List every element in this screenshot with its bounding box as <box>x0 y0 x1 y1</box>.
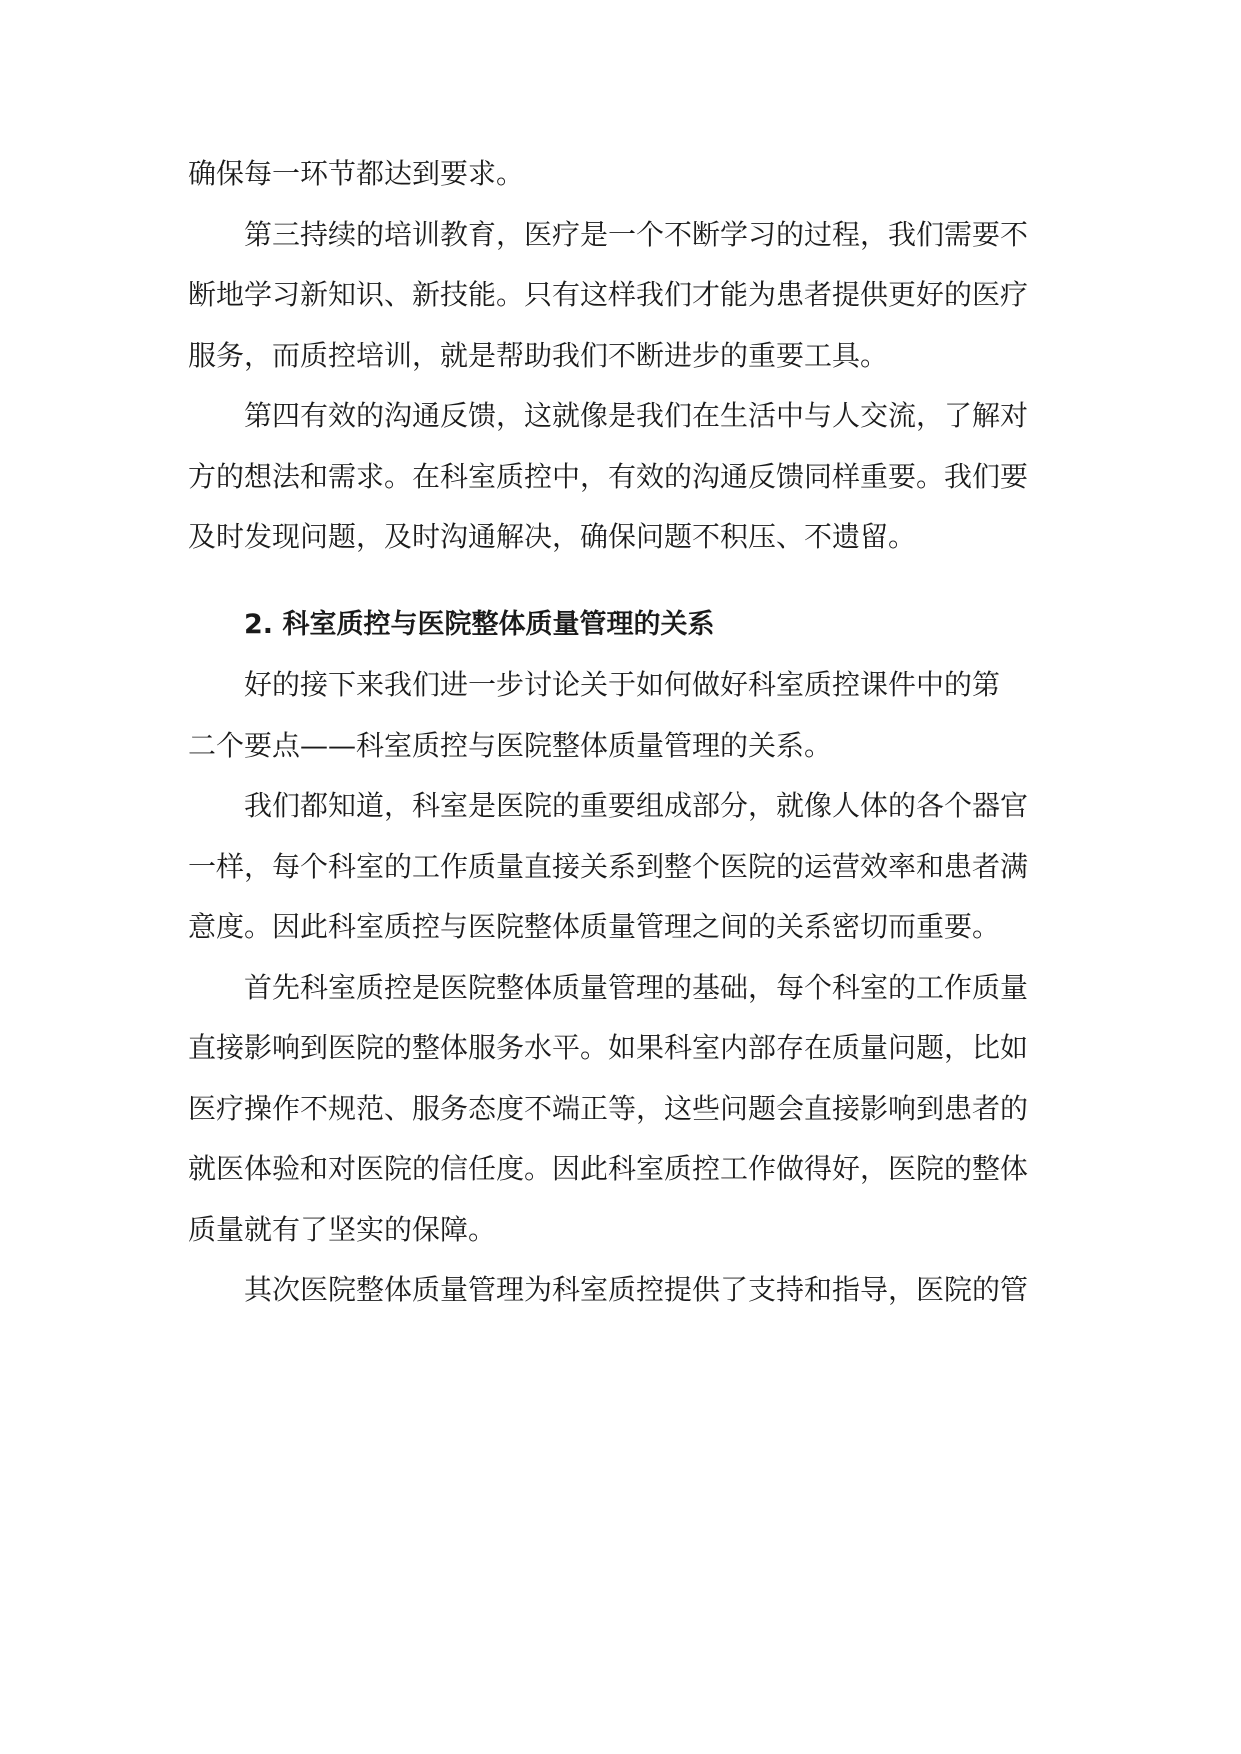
paragraph <box>188 776 1058 958</box>
section-heading: 2. 科室质控与医院整体质量管理的关系 <box>244 608 715 640</box>
paragraph-line: 断地学习新知识、新技能。只有这样我们才能为患者提供更好的医疗 <box>188 278 1029 311</box>
document-page <box>188 144 1058 1321</box>
paragraph-line: 方的想法和需求。在科室质控中，有效的沟通反馈同样重要。我们要 <box>188 459 1029 493</box>
paragraph <box>188 655 1058 776</box>
paragraph <box>188 205 1058 387</box>
paragraph-line: 服务，而质控培训，就是帮助我们不断进步的重要工具。 <box>188 338 889 372</box>
paragraph <box>188 958 1058 1261</box>
paragraph-line: 确保每一环节都达到要求。 <box>188 157 525 190</box>
paragraph-line: 质量就有了坚实的保障。 <box>188 1212 497 1246</box>
paragraph <box>188 1260 1058 1321</box>
paragraph-line: 我们都知道，科室是医院的重要组成部分，就像人体的各个器官 <box>244 789 1029 822</box>
paragraph-line: 好的接下来我们进一步讨论关于如何做好科室质控课件中的第 <box>244 668 1001 701</box>
paragraph <box>188 386 1058 568</box>
paragraph-line: 二个要点——科室质控与医院整体质量管理的关系。 <box>188 728 833 762</box>
paragraph-line: 及时发现问题，及时沟通解决，确保问题不积压、不遗留。 <box>188 520 917 553</box>
paragraph-line: 就医体验和对医院的信任度。因此科室质控工作做得好，医院的整体 <box>188 1152 1029 1185</box>
paragraph-line: 意度。因此科室质控与医院整体质量管理之间的关系密切而重要。 <box>188 910 1001 943</box>
paragraph-line: 第四有效的沟通反馈，这就像是我们在生活中与人交流，了解对 <box>244 399 1029 432</box>
paragraph-line: 医疗操作不规范、服务态度不端正等，这些问题会直接影响到患者的 <box>188 1091 1029 1125</box>
paragraph-line: 直接影响到医院的整体服务水平。如果科室内部存在质量问题，比如 <box>188 1031 1029 1064</box>
paragraph-line: 第三持续的培训教育，医疗是一个不断学习的过程，我们需要不 <box>244 217 1029 251</box>
paragraph <box>188 144 1058 205</box>
paragraph-line: 一样，每个科室的工作质量直接关系到整个医院的运营效率和患者满 <box>188 849 1029 883</box>
paragraph-line: 其次医院整体质量管理为科室质控提供了支持和指导，医院的管 <box>244 1273 1029 1306</box>
paragraph-line: 首先科室质控是医院整体质量管理的基础，每个科室的工作质量 <box>244 970 1029 1004</box>
